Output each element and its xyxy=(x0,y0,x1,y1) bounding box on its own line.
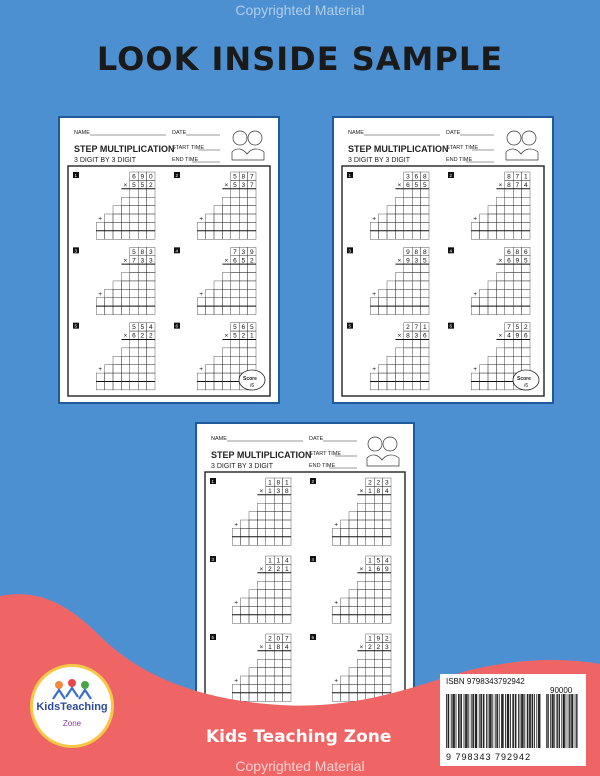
multiplier-digit: 7 xyxy=(249,181,254,189)
name-label: NAME xyxy=(211,436,227,442)
problem-number: 1 xyxy=(74,173,78,178)
plus-sign: + xyxy=(473,215,478,223)
multiplier-digit: 1 xyxy=(284,565,289,573)
times-sign: × xyxy=(259,643,264,651)
multiplicand-digit: 1 xyxy=(284,479,289,487)
multiplier-digit: 7 xyxy=(132,257,136,265)
multiplier-digit: 2 xyxy=(140,332,145,340)
plus-sign: + xyxy=(199,290,204,298)
multiplier-digit: 2 xyxy=(276,565,281,573)
multiplicand-digit: 9 xyxy=(249,248,254,256)
worksheet-subtitle: 3 DIGIT BY 3 DIGIT xyxy=(348,157,410,164)
date-label: DATE xyxy=(309,436,324,442)
price-code: 90000 xyxy=(550,686,573,695)
multiplier-digit: 2 xyxy=(376,643,381,651)
multiplier-digit: 1 xyxy=(368,565,372,573)
multiplicand-digit: 6 xyxy=(241,324,246,332)
multiplier-digit: 3 xyxy=(241,181,246,189)
multiplier-digit: 5 xyxy=(523,257,528,265)
multiplicand-digit: 7 xyxy=(249,173,254,181)
multiplicand-digit: 5 xyxy=(140,324,145,332)
multiplier-digit: 6 xyxy=(376,565,381,573)
multiplicand-digit: 1 xyxy=(368,635,372,643)
times-sign: × xyxy=(498,181,503,189)
times-sign: × xyxy=(397,181,402,189)
problem-number: 3 xyxy=(74,248,78,254)
multiplier-digit: 5 xyxy=(132,181,136,189)
multiplicand-digit: 8 xyxy=(276,479,281,487)
plus-sign: + xyxy=(372,290,377,298)
multiplicand-digit: 2 xyxy=(368,479,372,487)
times-sign: × xyxy=(224,332,229,340)
brand-name: Kids Teaching Zone xyxy=(206,727,392,747)
multiplicand-digit: 6 xyxy=(523,248,528,256)
multiplicand-digit: 1 xyxy=(276,557,281,565)
problem-number: 3 xyxy=(348,248,352,254)
multiplicand-digit: 8 xyxy=(241,173,246,181)
end-time-label: END TIME xyxy=(446,157,473,163)
headline: LOOK INSIDE SAMPLE xyxy=(96,40,504,78)
score-total: /6 xyxy=(250,383,255,389)
plus-sign: + xyxy=(199,215,204,223)
worksheet-subtitle: 3 DIGIT BY 3 DIGIT xyxy=(211,463,273,470)
end-time-label: END TIME xyxy=(309,463,336,469)
isbn-barcode xyxy=(440,674,586,766)
multiplicand-digit: 7 xyxy=(507,324,511,332)
start-time-label: START TIME xyxy=(172,145,204,151)
date-label: DATE xyxy=(172,130,187,136)
plus-sign: + xyxy=(473,290,478,298)
multiplier-digit: 6 xyxy=(523,332,528,340)
multiplier-digit: 5 xyxy=(414,181,419,189)
start-time-label: START TIME xyxy=(309,451,341,457)
multiplier-digit: 9 xyxy=(515,332,520,340)
start-time-label: START TIME xyxy=(446,145,478,151)
multiplier-digit: 6 xyxy=(507,257,511,265)
multiplier-digit: 1 xyxy=(268,487,272,495)
plus-sign: + xyxy=(199,366,204,374)
multiplier-digit: 3 xyxy=(140,257,145,265)
multiplier-digit: 6 xyxy=(406,181,410,189)
multiplier-digit: 5 xyxy=(140,181,145,189)
problem-number: 2 xyxy=(175,173,179,178)
plus-sign: + xyxy=(372,366,377,374)
problem-number: 6 xyxy=(175,323,179,329)
multiplier-digit: 2 xyxy=(368,643,372,651)
problem-number: 5 xyxy=(211,635,215,640)
times-sign: × xyxy=(498,257,503,265)
plus-sign: + xyxy=(234,677,239,685)
multiplicand-digit: 9 xyxy=(376,635,381,643)
problem-number: 4 xyxy=(449,248,453,254)
times-sign: × xyxy=(397,257,402,265)
kids-teaching-zone-logo xyxy=(30,664,114,748)
name-label: NAME xyxy=(348,130,364,136)
plus-sign: + xyxy=(473,366,478,374)
multiplicand-digit: 0 xyxy=(148,173,153,181)
times-sign: × xyxy=(359,487,364,495)
times-sign: × xyxy=(123,181,128,189)
multiplier-digit: 8 xyxy=(376,487,381,495)
multiplier-digit: 5 xyxy=(422,181,427,189)
multiplicand-digit: 2 xyxy=(384,635,389,643)
multiplier-digit: 8 xyxy=(507,181,511,189)
problem-number: 3 xyxy=(211,557,215,562)
times-sign: × xyxy=(259,565,264,573)
plus-sign: + xyxy=(334,599,339,607)
multiplicand-digit: 3 xyxy=(406,173,410,181)
plus-sign: + xyxy=(98,290,103,298)
multiplicand-digit: 7 xyxy=(284,635,289,643)
multiplicand-digit: 4 xyxy=(384,557,389,565)
multiplier-digit: 2 xyxy=(241,332,246,340)
barcode-digits: 9 798343 792942 xyxy=(446,752,532,762)
multiplicand-digit: 6 xyxy=(507,248,511,256)
multiplier-digit: 6 xyxy=(233,257,237,265)
multiplicand-digit: 2 xyxy=(523,324,528,332)
problem-number: 2 xyxy=(449,173,453,178)
problem-number: 6 xyxy=(449,323,453,329)
multiplicand-digit: 7 xyxy=(233,248,237,256)
multiplier-digit: 2 xyxy=(268,565,272,573)
score-label: Score xyxy=(243,376,257,382)
multiplicand-digit: 5 xyxy=(376,557,381,565)
multiplicand-digit: 3 xyxy=(241,248,246,256)
multiplier-digit: 6 xyxy=(132,332,136,340)
times-sign: × xyxy=(397,332,402,340)
barcode-bars xyxy=(440,694,586,752)
plus-sign: + xyxy=(98,215,103,223)
times-sign: × xyxy=(359,565,364,573)
multiplier-digit: 1 xyxy=(368,487,372,495)
plus-sign: + xyxy=(334,521,339,529)
multiplicand-digit: 5 xyxy=(515,324,520,332)
multiplier-digit: 8 xyxy=(276,643,281,651)
end-time-label: END TIME xyxy=(172,157,199,163)
kids-figures-icon xyxy=(33,673,111,703)
multiplicand-digit: 5 xyxy=(249,324,254,332)
multiplicand-digit: 2 xyxy=(376,479,381,487)
multiplicand-digit: 5 xyxy=(233,173,237,181)
date-label: DATE xyxy=(446,130,461,136)
multiplicand-digit: 5 xyxy=(233,324,237,332)
multiplier-digit: 4 xyxy=(384,487,389,495)
score-label: Score xyxy=(517,376,531,382)
multiplicand-digit: 1 xyxy=(268,557,272,565)
plus-sign: + xyxy=(234,521,239,529)
worksheet-title: STEP MULTIPLICATION xyxy=(348,144,449,154)
multiplier-digit: 3 xyxy=(276,487,281,495)
multiplicand-digit: 1 xyxy=(368,557,372,565)
multiplicand-digit: 0 xyxy=(276,635,281,643)
multiplier-digit: 9 xyxy=(406,257,410,265)
problem-number: 5 xyxy=(74,323,78,329)
multiplier-digit: 4 xyxy=(507,332,511,340)
multiplicand-digit: 2 xyxy=(406,324,410,332)
watermark-bottom: Copyrighted Material xyxy=(235,758,365,774)
plus-sign: + xyxy=(334,677,339,685)
times-sign: × xyxy=(224,257,229,265)
plus-sign: + xyxy=(98,366,103,374)
times-sign: × xyxy=(123,332,128,340)
times-sign: × xyxy=(498,332,503,340)
multiplicand-digit: 4 xyxy=(148,324,153,332)
multiplier-digit: 2 xyxy=(249,257,254,265)
score-total: /6 xyxy=(524,383,529,389)
multiplier-digit: 4 xyxy=(284,643,289,651)
multiplier-digit: 1 xyxy=(268,643,272,651)
multiplier-digit: 3 xyxy=(384,643,389,651)
multiplicand-digit: 8 xyxy=(507,173,511,181)
problem-number: 1 xyxy=(348,173,352,178)
times-sign: × xyxy=(259,487,264,495)
times-sign: × xyxy=(359,643,364,651)
problem-number: 5 xyxy=(348,323,352,329)
plus-sign: + xyxy=(234,599,239,607)
multiplicand-digit: 2 xyxy=(268,635,272,643)
multiplier-digit: 4 xyxy=(523,181,528,189)
watermark-top: Copyrighted Material xyxy=(235,2,365,18)
problem-number: 4 xyxy=(311,557,315,562)
multiplier-digit: 5 xyxy=(233,332,237,340)
multiplicand-digit: 3 xyxy=(384,479,389,487)
multiplier-digit: 6 xyxy=(422,332,427,340)
multiplicand-digit: 8 xyxy=(422,248,427,256)
plus-sign: + xyxy=(372,215,377,223)
multiplicand-digit: 1 xyxy=(422,324,427,332)
multiplier-digit: 9 xyxy=(384,565,389,573)
problem-number: 1 xyxy=(211,479,215,484)
multiplicand-digit: 1 xyxy=(523,173,528,181)
multiplicand-digit: 5 xyxy=(132,324,136,332)
name-label: NAME xyxy=(74,130,90,136)
logo-subtext: Zone xyxy=(62,719,82,728)
multiplicand-digit: 7 xyxy=(515,173,520,181)
multiplicand-digit: 8 xyxy=(515,248,520,256)
multiplier-digit: 3 xyxy=(148,257,153,265)
multiplier-digit: 1 xyxy=(249,332,254,340)
multiplier-digit: 5 xyxy=(233,181,237,189)
multiplier-digit: 3 xyxy=(414,332,419,340)
isbn-label: ISBN 9798343792942 xyxy=(446,677,525,686)
multiplicand-digit: 4 xyxy=(284,557,289,565)
times-sign: × xyxy=(224,181,229,189)
multiplier-digit: 3 xyxy=(414,257,419,265)
multiplicand-digit: 8 xyxy=(422,173,427,181)
multiplicand-digit: 1 xyxy=(268,479,272,487)
multiplier-digit: 7 xyxy=(515,181,520,189)
multiplier-digit: 5 xyxy=(422,257,427,265)
multiplier-digit: 5 xyxy=(241,257,246,265)
multiplicand-digit: 6 xyxy=(132,173,136,181)
multiplicand-digit: 9 xyxy=(406,248,410,256)
multiplicand-digit: 6 xyxy=(414,173,419,181)
multiplicand-digit: 8 xyxy=(414,248,419,256)
problem-number: 4 xyxy=(175,248,179,254)
multiplicand-digit: 7 xyxy=(414,324,419,332)
multiplier-digit: 2 xyxy=(148,332,153,340)
multiplier-digit: 8 xyxy=(284,487,289,495)
multiplicand-digit: 5 xyxy=(132,248,136,256)
worksheet-title: STEP MULTIPLICATION xyxy=(74,144,175,154)
multiplicand-digit: 8 xyxy=(140,248,145,256)
worksheet-subtitle: 3 DIGIT BY 3 DIGIT xyxy=(74,157,136,164)
multiplicand-digit: 9 xyxy=(140,173,145,181)
multiplier-digit: 9 xyxy=(515,257,520,265)
multiplier-digit: 8 xyxy=(406,332,410,340)
problem-number: 2 xyxy=(311,479,315,484)
logo-text: KidsTeaching xyxy=(36,701,108,713)
worksheet-title: STEP MULTIPLICATION xyxy=(211,450,312,460)
multiplier-digit: 2 xyxy=(148,181,153,189)
times-sign: × xyxy=(123,257,128,265)
multiplicand-digit: 3 xyxy=(148,248,153,256)
problem-number: 6 xyxy=(311,635,315,640)
